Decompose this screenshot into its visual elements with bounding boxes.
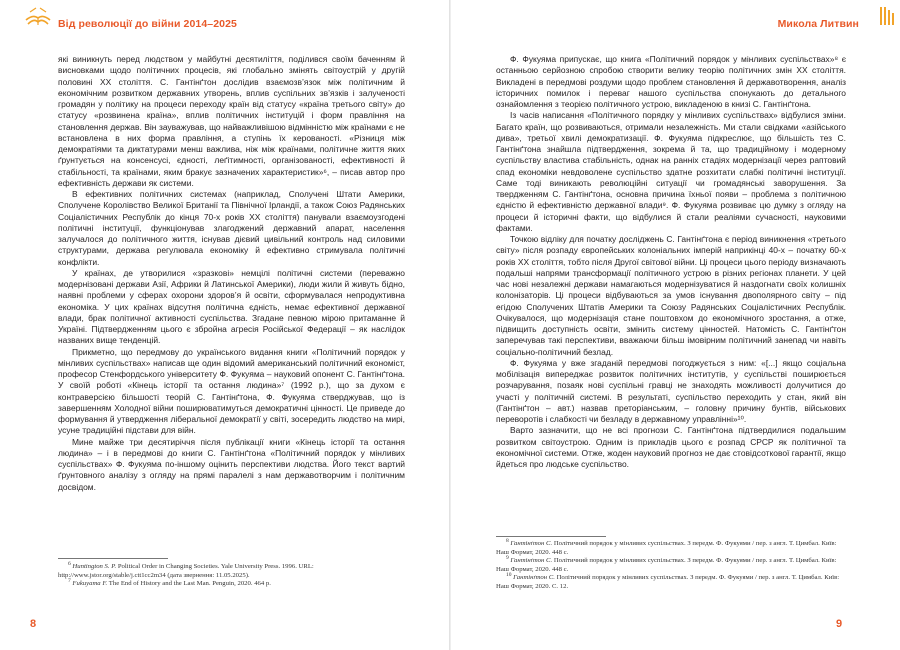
paragraph: Варто зазначити, що не всі прогнози С. Гантінґтона підтвердилися подальшим розвитком світоустрою. Одним із прикладів цього є розпад СРСР як політичної та економічної системи. Отже, жоден науковий прогноз не дає стовідсоткової гарантії, якщо йдеться про людське суспільство.	[496, 425, 846, 469]
body-text	[496, 54, 846, 470]
paragraph: Мине майже три десятиріччя після публікації книги «Кінець історії та остання людина» – і в передмові до книги С. Гантінґтона «Політичний порядок у мінливих суспільствах» Ф. Фукуяма по-іншому оцінить перспективи людства. Його текст вартий ґрунтовного аналізу з огляду на прямі паралелі з нам державотворчим і політичним досвідом.	[58, 436, 405, 492]
paragraph: Точкою відліку для початку досліджень С. Гантінґтона є період виникнення «третього світу» після розпаду європейських колоніальних імперій наприкінці 40-х – початку 60-х років ХХ століття, тобто після Другої світової війни. Ці процеси цього періоду визначають подальші напрями трансформації політичного устрою в різних регіонах планети. У цей час нові незалежні держави намагаються модернізуватися й наздогнати своїх колишніх колонізаторів. Ці процеси відбуваються за умов існування двополярного світу – під егідою Сполучених Штатів Америки та Союзу Радянських Соціалістичних Республік. Очікувалося, що модернізація стане поштовхом до економічного зростання, а отже, підвищить доступність освіти, змінить систему цінностей. Натомість С. Гантінґтон заперечував такі перспективи, вважаючи більш імовірним політичний занепад чи навіть соціально-політичний безлад.	[496, 234, 846, 357]
paragraph: Ф. Фукуяма у вже згаданій передмові погоджується з ним: «[...] якщо соціальна мобілізація випереджає розвиток політичних інститутів, у суспільстві поширюється розчарування, позаяк нові суспільні гравці не знаходять можливості долучитися до участі у політичній системі. В результаті, суспільство переходить у стан, який він (Гантінґтон – авт.) назвав преторіанським, – головну причину бунтів, військових переворотів і слабкості чи безладу в державному управлінні»¹⁰.	[496, 357, 846, 424]
running-title: Від революції до війни 2014–2025	[58, 18, 237, 30]
footnote-divider	[496, 536, 606, 537]
footnote: $^8$ Гантінґтон С. Політичний порядок у мінливих суспільствах. З передм. Ф. Фукуями / пер. з англ. Т. Цимбал. Київ: Наш Формат, 2020. 448 с.	[496, 537, 837, 556]
paragraph: Прикметно, що передмову до українського видання книги «Політичний порядок у мінливих суспільствах» написав ще один відомий американський політичний економіст, професор Стенфордського університету Ф. Фукуяма – науковий опонент С. Гантінґтона. У своїй роботі «Кінець історії та остання людина»⁷ (1992 р.), що за духом є контраверсією більшості теорій С. Гантінґтона, Ф. Фукуяма стверджував, що із завершенням Холодної війни поширюватимуться демократичні цінності. Це приведе до формування й утвердження ліберальної демократії у світі, зосередить людство на мирі, усуне традиційні підстави для війн.	[58, 346, 405, 436]
paragraph: У країнах, де утворилися «зразкові» немцілі політичні системи (переважно модернізовані держави Азії, Африки й Латинської Америки), люди жили й живуть бідно, наявні проблеми у сферах охорони здоров’я й освіти, сформувалася непродуктивна економіка. У цих країнах відсутня політична єдність, немає ефективної державної влади, брак політичної активності суспільства. Згадане певною мірою притаманне й Україні. Підтвердженням цього є збройна агресія Російської Федерації – як наслідок названих вище тенденцій.	[58, 267, 405, 346]
footnote-divider	[58, 558, 168, 559]
running-title: Микола Литвин	[777, 18, 859, 30]
page-number: 8	[30, 618, 37, 630]
page-number: 9	[836, 618, 843, 630]
paragraph: які виникнуть перед людством у майбутні десятиліття, поділився своїм баченням й висновками щодо політичних процесів, які глобально змінять світоустрій у другій половині ХХ століття. С. Гантінґтон дослідив взаємозв’язок між політичним й економічним розвитком державних утворень, вплив суспільних зв’язків і залученості громадян у політику на процеси переходу країн від статусу «країна третього світу» до статусу «розвинена країна», вплив політичних інституцій і форм правління на становлення держав. Він зауважував, що найважливішою відмінністю між країнами є не встановлена в них форма правління, а ступінь їх керованості. «Різниця між демократіями та диктатурами менш важлива, ніж між країнами, політичне життя яких ґрунтується на консенсусі, єдності, леґітимності, організованості, ефективності й стабільності, та країнами, яким бракує зазначених характеристик»⁶, – писав автор про ефективність держави як системи.	[58, 54, 405, 188]
paragraph: Із часів написання «Політичного порядку у мінливих суспільствах» відбулися зміни. Багато країн, що розвиваються, отримали незалежність. Ми стали свідками «азійського дива», третьої хвилі демократизації. Ф. Фукуяма підкреслює, що більшість тез С. Гантінґтона знайшла підтвердження, зокрема й та, що традиційному і модерному суспільству властива стабільність, однак на ранніх стадіях модернізації через раптовий спад економіки невдоволене суспільство здатне розхитати слабкі політичні інституції. Саме тоді виникають революційні ситуації чи громадянські заворушення. За твердженням С. Гантінґтона, основна причина їхньої появи – проблема з політичною єдністю й ефективністю державної влади⁹. Ф. Фукуяма розвиває цю думку з огляду на процеси й історичні факти, що відбулися й стали реаліями сучасності, науковими фактами.	[496, 110, 846, 233]
left-page	[0, 0, 430, 650]
book-gutter	[449, 0, 451, 650]
footnotes	[496, 537, 846, 592]
body-text	[58, 54, 405, 493]
footnote: $^9$ Гантінґтон С. Політичний порядок у мінливих суспільствах. З передм. Ф. Фукуями / пер. з англ. Т. Цимбал. Київ: Наш Формат, 2020. 448 с.	[496, 554, 837, 573]
footnote: $^{10}$ Гантінґтон С. Політичний порядок у мінливих суспільствах. З передм. Ф. Фукуями / пер. з англ. Т. Цимбал. Київ: Наш Формат, 2020. С. 12.	[496, 572, 840, 590]
book-logo-icon	[24, 4, 52, 28]
footnotes	[58, 560, 405, 589]
right-page	[470, 0, 900, 650]
paragraph: В ефективних політичних системах (наприклад, Сполучені Штати Америки, Сполучене Королівство Великої Британії та Північної Ірландії, а також Союз Радянських Соціалістичних Республік до кінця 70-х років ХХ століття) панували взаємоузгодені політичні інституції, функціонував злагоджений державний апарат, населення залучалося до політичного життя, існував дієвий цивільний контроль над силовими структурами, держава регулювала економіку й ефективно стримувала політичні конфлікти.	[58, 189, 405, 267]
footnote: $^6$ Huntington S. P. Political Order in Changing Societies. Yale University Press. 1996. URL: http://www.jstor.org/stable/j.ctt1cc2m34 (дата звернення: 11.05.2025).	[58, 560, 314, 579]
paragraph: Ф. Фукуяма припускає, що книга «Політичний порядок у мінливих суспільствах»⁸ є останньою серйозною спробою створити велику теорію політичних змін ХХ століття. Викладені в передмові роздуми щодо проблем становлення й державотворення, аналіз історичних помилок і переваг нашого суспільства спонукають до детального ознайомлення з теорією політичного устрою, викладеною в книзі С. Гантінґтона.	[496, 54, 846, 109]
book-logo-icon	[872, 4, 900, 28]
footnote: $^7$ Fukuyama F. The End of History and the Last Man. Penguin, 2020. 464 p.	[68, 577, 271, 588]
